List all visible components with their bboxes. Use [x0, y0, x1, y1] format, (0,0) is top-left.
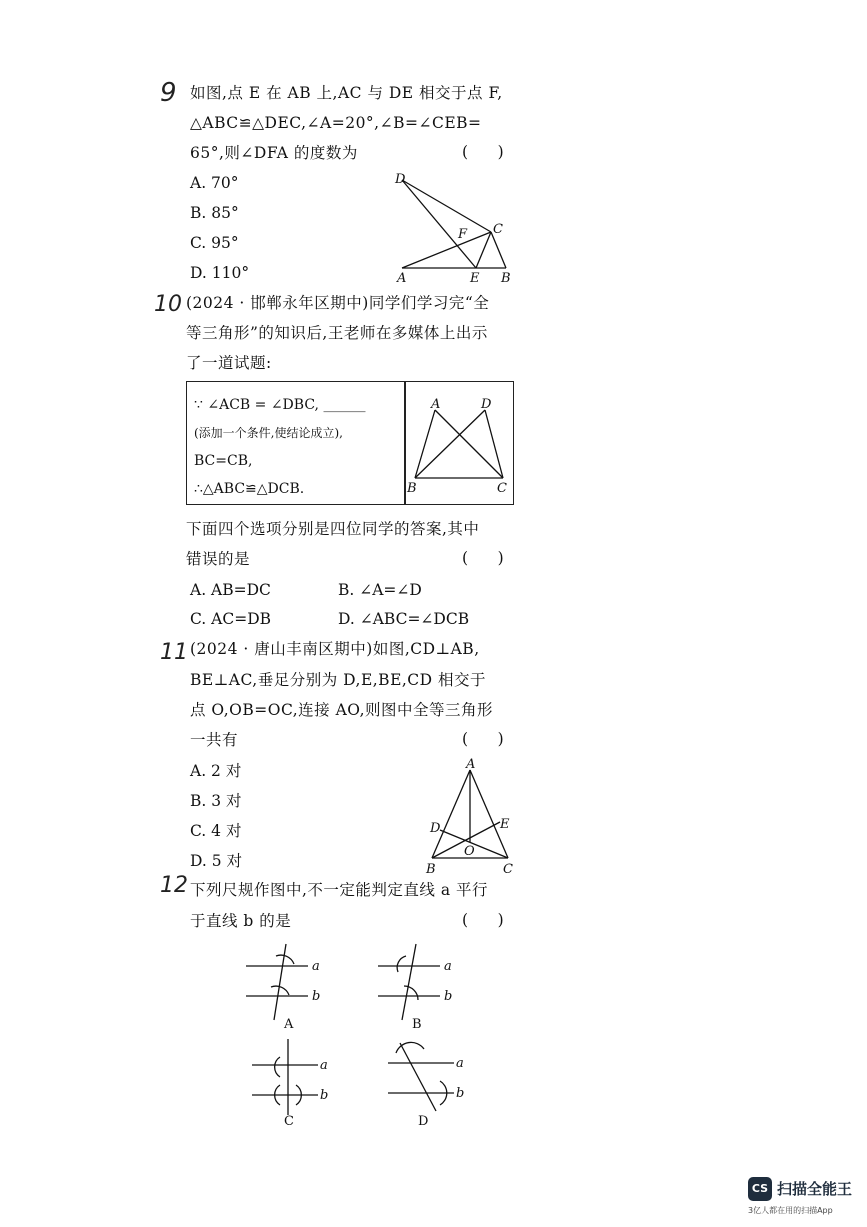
q12-figure-d [380, 1035, 470, 1130]
q12-figure-c [246, 1035, 336, 1130]
q9-option-d: D. 110° [190, 264, 250, 282]
q10-option-a: A. AB=DC [190, 581, 271, 599]
q11-handwritten-number: 11 [160, 640, 188, 665]
q9-label-c: C [493, 222, 503, 237]
q10-text-line3: 了一道试题: [186, 354, 272, 372]
q10-box-line4: ∴△ABC≌△DCB. [194, 481, 305, 497]
scanner-brand-name: 扫描全能王 [777, 1180, 853, 1198]
q11-option-a: A. 2 对 [190, 762, 242, 780]
q12-c-label-b: b [320, 1088, 329, 1103]
q9-handwritten-number: 9 [160, 78, 177, 108]
q10-option-d: D. ∠ABC=∠DCB [338, 610, 470, 628]
q11-option-b: B. 3 对 [190, 792, 242, 810]
scanner-logo-icon: CS [748, 1177, 772, 1201]
q9-label-b: B [501, 271, 511, 286]
q12-caption-c: C [284, 1114, 294, 1129]
q12-caption-b: B [412, 1017, 422, 1032]
q12-handwritten-number: 12 [160, 873, 188, 898]
q9-option-a: A. 70° [190, 174, 239, 192]
q10-option-c: C. AC=DB [190, 610, 272, 628]
q11-option-c: C. 4 对 [190, 822, 242, 840]
q11-label-e: E [500, 817, 510, 832]
q10-triangle-figure [405, 394, 513, 498]
q11-label-d: D [430, 821, 441, 836]
q10-label-b: B [407, 481, 417, 496]
q11-triangle-figure [420, 756, 522, 878]
q12-figure-a [240, 940, 330, 1035]
q11-answer-bracket: ( ) [462, 730, 504, 748]
scanner-brand-tagline: 3亿人都在用的扫描App [748, 1206, 833, 1215]
q12-b-label-b: b [444, 989, 453, 1004]
q9-label-d: D [395, 172, 406, 187]
q9-text-line1: 如图,点 E 在 AB 上,AC 与 DE 相交于点 F, [190, 84, 503, 102]
q12-d-label-b: b [456, 1086, 465, 1101]
q12-figure-b [372, 940, 462, 1035]
q9-text-line2: △ABC≌△DEC,∠A=20°,∠B=∠CEB= [190, 114, 482, 132]
q9-label-f: F [458, 227, 468, 242]
q12-text-line1: 下列尺规作图中,不一定能判定直线 a 平行 [190, 881, 489, 899]
q9-option-b: B. 85° [190, 204, 239, 222]
q12-a-label-a: a [312, 959, 320, 974]
q10-after-line2: 错误的是 [186, 550, 251, 568]
q10-text-line1: (2024 · 邯郸永年区期中)同学们学习完“全 [186, 294, 490, 312]
q11-label-c: C [503, 862, 513, 877]
q10-answer-bracket: ( ) [462, 549, 504, 567]
q11-option-d: D. 5 对 [190, 852, 243, 870]
q9-label-a: A [397, 271, 407, 286]
q10-option-b: B. ∠A=∠D [338, 581, 422, 599]
q12-answer-bracket: ( ) [462, 911, 504, 929]
q12-text-line2: 于直线 b 的是 [190, 912, 292, 930]
q10-after-line1: 下面四个选项分别是四位同学的答案,其中 [186, 520, 480, 538]
q10-box-line3: BC=CB, [194, 453, 253, 469]
q9-option-c: C. 95° [190, 234, 239, 252]
q10-label-a: A [431, 397, 441, 412]
q12-d-label-a: a [456, 1056, 464, 1071]
q11-text-line2: BE⊥AC,垂足分别为 D,E,BE,CD 相交于 [190, 671, 487, 689]
q12-caption-d: D [418, 1114, 429, 1129]
q10-handwritten-number: 10 [154, 292, 182, 317]
q9-text-line3: 65°,则∠DFA 的度数为 [190, 144, 358, 162]
q11-label-b: B [426, 862, 436, 877]
q10-text-line2: 等三角形”的知识后,王老师在多媒体上出示 [186, 324, 488, 342]
q12-caption-a: A [284, 1017, 294, 1032]
q12-a-label-b: b [312, 989, 321, 1004]
q11-text-line3: 点 O,OB=OC,连接 AO,则图中全等三角形 [190, 701, 494, 719]
q12-b-label-a: a [444, 959, 452, 974]
q12-c-label-a: a [320, 1058, 328, 1073]
q10-box-line2: (添加一个条件,使结论成立), [194, 426, 343, 440]
q9-answer-bracket: ( ) [462, 143, 504, 161]
q11-label-a: A [466, 757, 476, 772]
q10-label-d: D [481, 397, 492, 412]
q11-label-o: O [464, 844, 475, 859]
q11-text-line1: (2024 · 唐山丰南区期中)如图,CD⊥AB, [190, 640, 480, 658]
q11-text-line4: 一共有 [190, 731, 239, 749]
q9-label-e: E [470, 271, 480, 286]
q10-label-c: C [497, 481, 507, 496]
q9-triangle-figure [390, 168, 520, 286]
q10-box-line1: ∵ ∠ACB = ∠DBC, ______ [194, 397, 366, 413]
